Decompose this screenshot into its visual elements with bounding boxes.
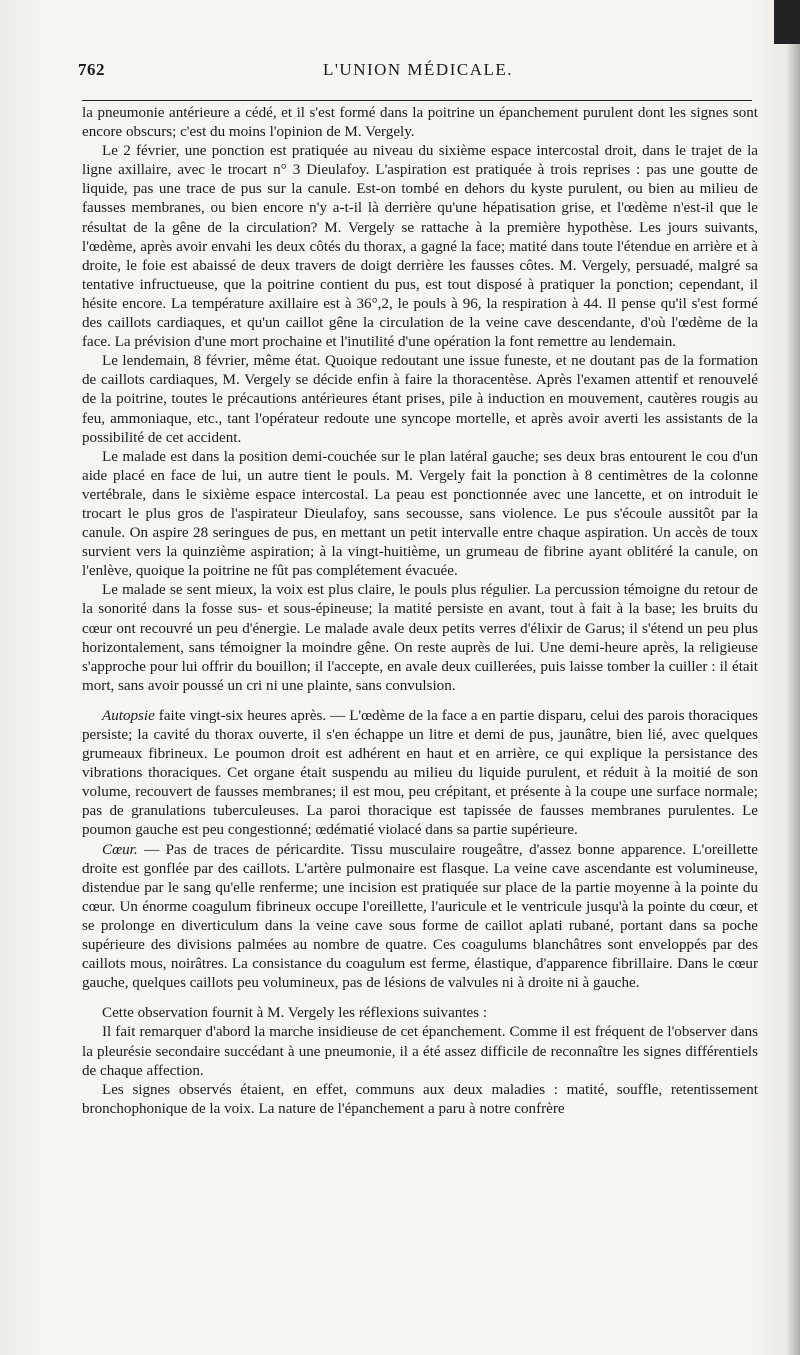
paragraph-puncture: Le malade est dans la position demi-couchée sur le plan latéral gauche; ses deux bras entourent le cou d'un aide placé en face de lui, un autre tient le pouls. M. Vergely fait la ponction à 8 centimètres de la colonne vertébrale, dans le sixième espace intercostal. La peau est ponctionnée avec une lancette, et on introduit le trocart le plus gros de l'aspirateur Dieulafoy, sans secousse, sans violence. Le pus s'écoule aussitôt par la canule. On aspire 28 seringues de pus, en mettant un petit intervalle entre chaque aspiration. Un accès de toux survient vers la quinzième aspiration; à la vingt-huitième, un grumeau de fibrine ayant oblitéré la canule, on l'enlève, quoique la poitrine ne fût pas complétement évacuée. [82, 448, 758, 580]
paragraph-death: Le malade se sent mieux, la voix est plus claire, le pouls plus régulier. La percussion témoigne du retour de la sonorité dans la fosse sus- et sous-épineuse; la matité persiste en avant, tout à fait à la base; les bruits du cœur ont recouvré un peu d'énergie. Le malade avale deux petits verres d'élixir de Garus; il s'étend un peu plus horizontalement, sans témoigner la moindre gêne. On reste auprès de lui. Une demi-heure après, la religieuse s'approche pour lui offrir du bouillon; il l'accepte, en avale deux cuillerées, puis laisse tomber la cuiller : il était mort, sans avoir poussé un cri ni une plainte, sans convulsion. [82, 582, 758, 694]
paragraph-reflections-1: Il fait remarquer d'abord la marche insidieuse de cet épanchement. Comme il est fréquent de l'observer dans la pleurésie secondaire succédant à une pneumonie, il a été assez difficile de reconnaître les signes différentiels de chaque affection. [82, 1024, 758, 1079]
journal-title: L'UNION MÉDICALE. [322, 60, 514, 79]
paragraph-continuation: la pneumonie antérieure a cédé, et il s'est formé dans la poitrine un épanchement purulent dont les signes sont encore obscurs; c'est du moins l'opinion de M. Vergely. [82, 105, 758, 141]
heart-text: — Pas de traces de péricardite. Tissu musculaire rougeâtre, d'assez bonne apparence. L'oreillette droite est gonflée par des caillots. L'artère pulmonaire est flasque. La veine cave ascendante est volumineuse, distendue par le sang qu'elle renferme; une incision est pratiquée sur place de la partie moyenne à la pointe du cœur. Un énorme coagulum fibrineux occupe l'oreillette, l'auricule et le ventricule jusqu'à la pointe du cœur, et se prolonge en diverticulum dans la veine cave sous forme de caillot aplati rubané, portant dans sa poche supérieure des divisions palmées au nombre de quatre. Ces coagulums blanchâtres sont enveloppés par des caillots mous, noirâtres. La consistance du coagulum est ferme, élastique, d'apparence fibrillaire. Dans le cœur gauche, quelques caillots peu volumineux, pas de lésions de valvules ni à droite ni à gauche. [82, 841, 758, 992]
header-rule [82, 100, 752, 101]
paragraph-heart [82, 841, 758, 994]
autopsy-text: faite vingt-six heures après. — L'œdème de la face a en partie disparu, celui des parois thoraciques persiste; la cavité du thorax ouverte, il s'en échappe un litre et demi de pus, jaunâtre, bien lié, avec quelques grumeaux fibrineux. Le poumon droit est adhérent en haut et en arrière, ce qui explique la persistance des vibrations thoraciques. Cet organe était suspendu au milieu du liquide purulent, et réduit à la moitié de son volume, recouvert de fausses membranes; il est mou, peu crépitant, et présente à la coupe une surface normale; pas de granulations tuberculeuses. La paroi thoracique est tapissée de fausses membranes purulentes. Le poumon gauche est peu congestionné; œdématié violacé dans sa partie supérieure. [82, 707, 758, 839]
page-number: 762 [78, 60, 105, 79]
page-edge-shadow [786, 0, 800, 1355]
paragraph-reflections-intro: Cette observation fournit à M. Vergely les réflexions suivantes : [102, 1005, 488, 1022]
paragraph-february-8: Le lendemain, 8 février, même état. Quoique redoutant une issue funeste, et ne doutant pas de la formation de caillots cardiaques, M. Vergely se décide enfin à faire la thoracentèse. Après l'examen attentif et renouvelé de la poitrine, toutes le précautions antérieures étant prises, pile à induction en mouvement, cautères rougis au feu, ammoniaque, etc., tant l'opérateur redoute une syncope mortelle, et après avoir averti les assistants de la possibilité de cet accident. [82, 353, 758, 446]
paragraph-february-2: Le 2 février, une ponction est pratiquée au niveau du sixième espace intercostal droit, dans le trajet de la ligne axillaire, avec le trocart n° 3 Dieulafoy. L'aspiration est pratiquée à trois reprises : pas une goutte de liquide, pas une trace de pus sur la canule. Est-on tombé en dehors du kyste purulent, ou bien au milieu de fausses membranes, ou bien encore n'y a-t-il là derrière qu'une hépatisation grise, et l'œdème n'est-il que le résultat de la gêne de la circulation? M. Vergely se rattache à la première hypothèse. Les jours suivants, l'œdème, après avoir envahi les deux côtés du thorax, a gagné la face; matité dans toute l'étendue en arrière et à droite, le foie est abaissé de deux travers de doigt derrière les fausses côtes. M. Vergely, persuadé, malgré sa tentative infructueuse, que la poitrine contient du pus, est tout disposé à pratiquer la ponction; cependant, il hésite encore. La température axillaire est à 36°,2, le pouls à 96, la respiration à 44. Il pense qu'il s'est formé des caillots cardiaques, et qu'un caillot gêne la circulation de la veine cave descendante, d'où l'œdème de la face. La prévision d'une mort prochaine et l'inutilité d'une opération la font remettre au lendemain. [82, 143, 758, 351]
article-body [82, 104, 758, 1119]
heart-label: Cœur. [102, 841, 138, 858]
autopsy-label: Autopsie [102, 707, 155, 724]
paragraph-autopsy [82, 707, 758, 841]
paragraph-reflections-2: Les signes observés étaient, en effet, communs aux deux maladies : matité, souffle, retentissement bronchophonique de la voix. La nature de l'épanchement a paru à notre confrère [82, 1081, 758, 1117]
corner-tab [774, 0, 800, 44]
running-header [78, 60, 758, 86]
